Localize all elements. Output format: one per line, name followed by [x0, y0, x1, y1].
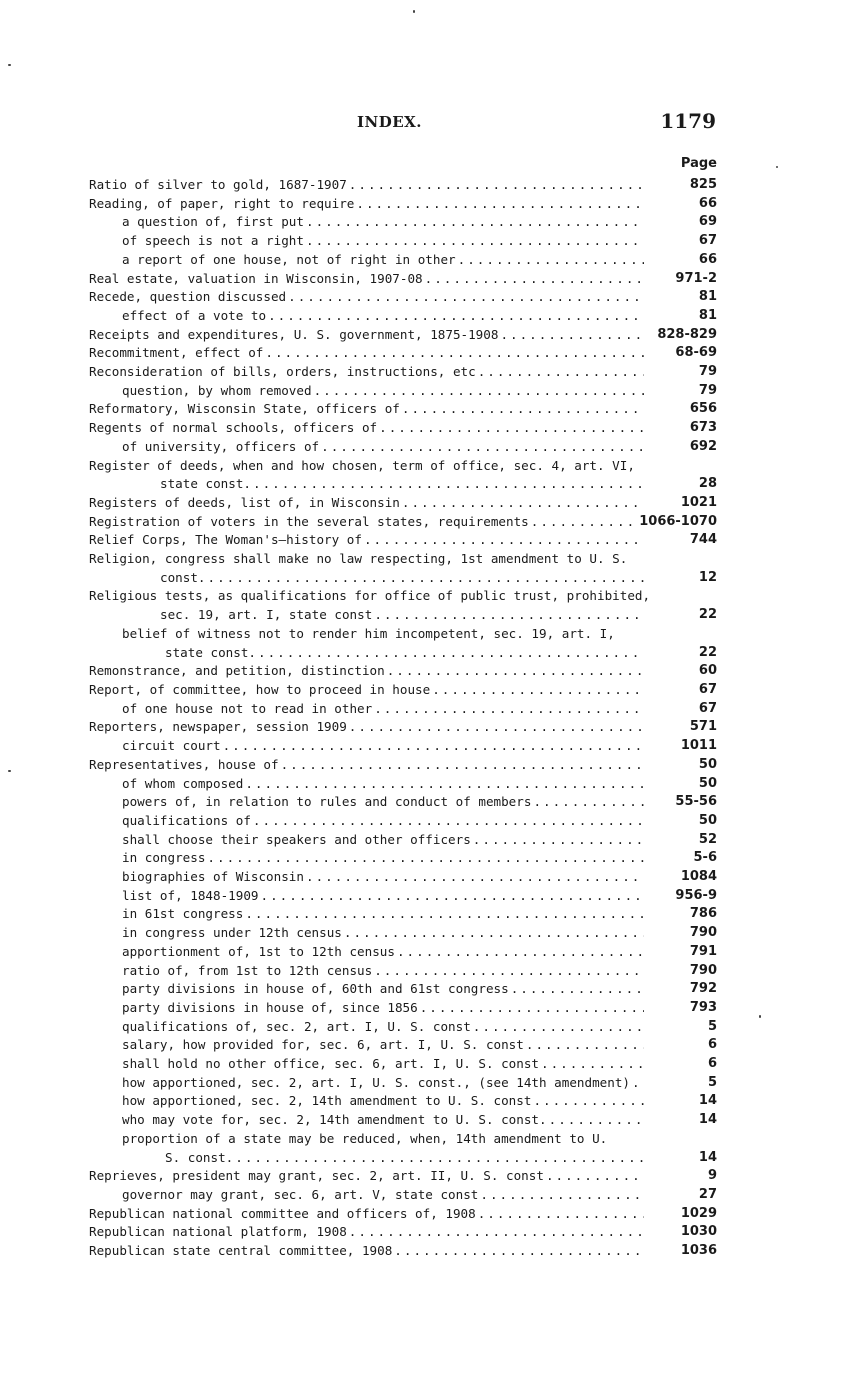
entry-text: Ratio of silver to gold, 1687-1907 ..... [89, 176, 644, 195]
entry-page-number: 55-56 [671, 793, 717, 812]
index-entry [0, 625, 859, 662]
entry-page-number: 27 [695, 1186, 717, 1205]
entry-text: how apportioned, sec. 2, 14th amendment to U. S. const ..... [122, 1092, 644, 1111]
entry-text: Religion, congress shall make no law respecting, 1st amendment to U. S. [89, 551, 628, 567]
index-entry [0, 980, 859, 999]
index-entry [0, 662, 859, 681]
entry-page-number: 22 [695, 606, 717, 625]
index-entry-list [0, 176, 859, 1261]
entry-page-number: 1066-1070 [635, 513, 717, 532]
scan-speck [8, 770, 11, 772]
index-entry [0, 905, 859, 924]
entry-text: ratio of, from 1st to 12th census ..... [122, 962, 644, 981]
entry-text: party divisions in house of, since 1856 ..... [122, 999, 644, 1018]
entry-text: Reporters, newspaper, session 1909 ..... [89, 718, 644, 737]
entry-text: list of, 1848-1909 ..... [122, 887, 644, 906]
index-entry [0, 494, 859, 513]
entry-text: a question of, first put ..... [122, 213, 644, 232]
index-entry [0, 382, 859, 401]
index-entry [0, 962, 859, 981]
entry-page-number: 67 [695, 681, 717, 700]
index-entry [0, 344, 859, 363]
entry-continuation-text: state const. ..... [160, 475, 644, 494]
index-entry [0, 176, 859, 195]
index-entry [0, 1186, 859, 1205]
entry-page-number: 67 [695, 232, 717, 251]
entry-page-number: 656 [686, 400, 717, 419]
index-entry [0, 1036, 859, 1055]
index-entry [0, 1111, 859, 1130]
entry-text: Remonstrance, and petition, distinction ..... [89, 662, 644, 681]
entry-page-number: 786 [686, 905, 717, 924]
entry-text: Representatives, house of ..... [89, 756, 644, 775]
entry-text: how apportioned, sec. 2, art. I, U. S. const., (see 14th amendment) ..... [122, 1074, 644, 1093]
index-entry [0, 718, 859, 737]
entry-page-number: 825 [686, 176, 717, 195]
entry-page-number: 6 [704, 1036, 717, 1055]
entry-page-number: 79 [695, 363, 717, 382]
entry-text: Reconsideration of bills, orders, instructions, etc ..... [89, 363, 644, 382]
scan-speck [776, 166, 778, 168]
entry-text: qualifications of, sec. 2, art. I, U. S. const ..... [122, 1018, 644, 1037]
index-entry [0, 868, 859, 887]
entry-text: of university, officers of ..... [122, 438, 644, 457]
entry-text: apportionment of, 1st to 12th census ..... [122, 943, 644, 962]
page-number: 1179 [660, 109, 716, 133]
entry-text: Religious tests, as qualifications for office of public trust, prohibited, [89, 588, 651, 604]
entry-text: a report of one house, not of right in other ..... [122, 251, 644, 270]
index-entry [0, 438, 859, 457]
entry-page-number: 791 [686, 943, 717, 962]
entry-page-number: 673 [686, 419, 717, 438]
entry-text: proportion of a state may be reduced, when, 14th amendment to U. [122, 1130, 608, 1146]
entry-continuation-text: sec. 19, art. I, state const ..... [160, 606, 644, 625]
entry-text: who may vote for, sec. 2, 14th amendment to U. S. const. ..... [122, 1111, 644, 1130]
entry-page-number: 692 [686, 438, 717, 457]
entry-page-number: 50 [695, 812, 717, 831]
entry-text: qualifications of ..... [122, 812, 644, 831]
entry-text: Reprieves, president may grant, sec. 2, art. II, U. S. const ..... [89, 1167, 644, 1186]
entry-text: Report, of committee, how to proceed in house ..... [89, 681, 644, 700]
entry-text: in 61st congress ..... [122, 905, 644, 924]
index-entry [0, 419, 859, 438]
entry-text: powers of, in relation to rules and conduct of members ..... [122, 793, 644, 812]
entry-page-number: 1030 [677, 1223, 717, 1242]
index-entry [0, 1130, 859, 1167]
entry-page-number: 50 [695, 775, 717, 794]
entry-page-number: 5-6 [690, 849, 718, 868]
index-entry [0, 307, 859, 326]
entry-text: in congress ..... [122, 849, 644, 868]
index-entry [0, 887, 859, 906]
entry-page-number: 1021 [677, 494, 717, 513]
entry-page-number: 828-829 [653, 326, 717, 345]
entry-text: of one house not to read in other ..... [122, 700, 644, 719]
index-entry [0, 924, 859, 943]
index-entry [0, 587, 859, 624]
entry-continuation-text: const. ..... [160, 569, 644, 588]
entry-page-number: 67 [695, 700, 717, 719]
index-entry [0, 363, 859, 382]
entry-text: governor may grant, sec. 6, art. V, state const ..... [122, 1186, 644, 1205]
entry-text: salary, how provided for, sec. 6, art. I, U. S. const ..... [122, 1036, 644, 1055]
index-entry [0, 1074, 859, 1093]
index-entry [0, 1055, 859, 1074]
entry-page-number: 28 [695, 475, 717, 494]
entry-page-number: 66 [695, 251, 717, 270]
scan-speck [759, 1015, 761, 1018]
entry-text: of speech is not a right ..... [122, 232, 644, 251]
entry-text: Recommitment, effect of ..... [89, 344, 644, 363]
index-entry [0, 1092, 859, 1111]
entry-page-number: 5 [704, 1018, 717, 1037]
entry-text: effect of a vote to ..... [122, 307, 644, 326]
entry-page-number: 81 [695, 307, 717, 326]
entry-page-number: 6 [704, 1055, 717, 1074]
index-entry [0, 999, 859, 1018]
index-entry [0, 457, 859, 494]
entry-page-number: 12 [695, 569, 717, 588]
entry-text: belief of witness not to render him incompetent, sec. 19, art. I, [122, 625, 615, 641]
entry-text: biographies of Wisconsin ..... [122, 868, 644, 887]
entry-continuation-text: state const. ..... [165, 644, 644, 663]
entry-text: Reading, of paper, right to require ..... [89, 195, 644, 214]
index-entry [0, 232, 859, 251]
index-entry [0, 700, 859, 719]
index-entry [0, 775, 859, 794]
index-entry [0, 326, 859, 345]
entry-page-number: 793 [686, 999, 717, 1018]
entry-page-number: 790 [686, 962, 717, 981]
entry-page-number: 1011 [677, 737, 717, 756]
index-entry [0, 288, 859, 307]
entry-text: Republican national committee and officers of, 1908 ..... [89, 1205, 644, 1224]
index-entry [0, 849, 859, 868]
entry-page-number: 60 [695, 662, 717, 681]
page-title: INDEX. [357, 113, 423, 131]
entry-text: Registers of deeds, list of, in Wisconsin ..... [89, 494, 644, 513]
entry-page-number: 5 [704, 1074, 717, 1093]
page-header [0, 109, 859, 139]
entry-text: shall choose their speakers and other officers ..... [122, 831, 644, 850]
entry-page-number: 1084 [677, 868, 717, 887]
scan-speck [8, 64, 11, 66]
entry-text: Reformatory, Wisconsin State, officers of ..... [89, 400, 644, 419]
entry-text: of whom composed ..... [122, 775, 644, 794]
index-entry [0, 251, 859, 270]
entry-page-number: 1029 [677, 1205, 717, 1224]
index-entry [0, 681, 859, 700]
index-entry [0, 793, 859, 812]
entry-page-number: 14 [695, 1149, 717, 1168]
index-entry [0, 737, 859, 756]
page-column-label: Page [680, 156, 717, 171]
entry-page-number: 792 [686, 980, 717, 999]
entry-text: Real estate, valuation in Wisconsin, 1907-08 ..... [89, 270, 644, 289]
entry-text: question, by whom removed ..... [122, 382, 644, 401]
index-entry [0, 812, 859, 831]
index-entry [0, 943, 859, 962]
scan-speck [413, 10, 415, 13]
entry-page-number: 50 [695, 756, 717, 775]
index-entry [0, 213, 859, 232]
index-entry [0, 831, 859, 850]
entry-text: Registration of voters in the several states, requirements ..... [89, 513, 644, 532]
index-entry [0, 1167, 859, 1186]
index-entry [0, 270, 859, 289]
index-entry [0, 1223, 859, 1242]
index-entry [0, 400, 859, 419]
index-entry [0, 1242, 859, 1261]
index-entry [0, 513, 859, 532]
entry-page-number: 9 [704, 1167, 717, 1186]
index-entry [0, 1205, 859, 1224]
entry-text: Register of deeds, when and how chosen, term of office, sec. 4, art. VI, [89, 457, 635, 473]
entry-text: Relief Corps, The Woman's—history of ..... [89, 531, 644, 550]
entry-text: party divisions in house of, 60th and 61st congress ..... [122, 980, 644, 999]
index-entry [0, 195, 859, 214]
entry-text: Republican national platform, 1908 ..... [89, 1223, 644, 1242]
entry-page-number: 744 [686, 531, 717, 550]
entry-text: shall hold no other office, sec. 6, art. I, U. S. const ..... [122, 1055, 644, 1074]
index-entry [0, 550, 859, 587]
entry-text: Recede, question discussed ..... [89, 288, 644, 307]
entry-page-number: 571 [686, 718, 717, 737]
index-entry [0, 531, 859, 550]
entry-text: circuit court ..... [122, 737, 644, 756]
entry-page-number: 14 [695, 1092, 717, 1111]
entry-text: Republican state central committee, 1908 ..... [89, 1242, 644, 1261]
entry-page-number: 956-9 [671, 887, 717, 906]
entry-page-number: 79 [695, 382, 717, 401]
entry-page-number: 1036 [677, 1242, 717, 1261]
entry-text: Regents of normal schools, officers of ..... [89, 419, 644, 438]
entry-page-number: 971-2 [671, 270, 717, 289]
index-entry [0, 1018, 859, 1037]
entry-page-number: 790 [686, 924, 717, 943]
entry-page-number: 69 [695, 213, 717, 232]
entry-page-number: 14 [695, 1111, 717, 1130]
entry-text: Receipts and expenditures, U. S. government, 1875-1908 ..... [89, 326, 644, 345]
entry-page-number: 81 [695, 288, 717, 307]
index-entry [0, 756, 859, 775]
entry-continuation-text: S. const. ..... [165, 1149, 644, 1168]
entry-page-number: 22 [695, 644, 717, 663]
entry-page-number: 52 [695, 831, 717, 850]
entry-page-number: 68-69 [671, 344, 717, 363]
entry-page-number: 66 [695, 195, 717, 214]
entry-text: in congress under 12th census ..... [122, 924, 644, 943]
